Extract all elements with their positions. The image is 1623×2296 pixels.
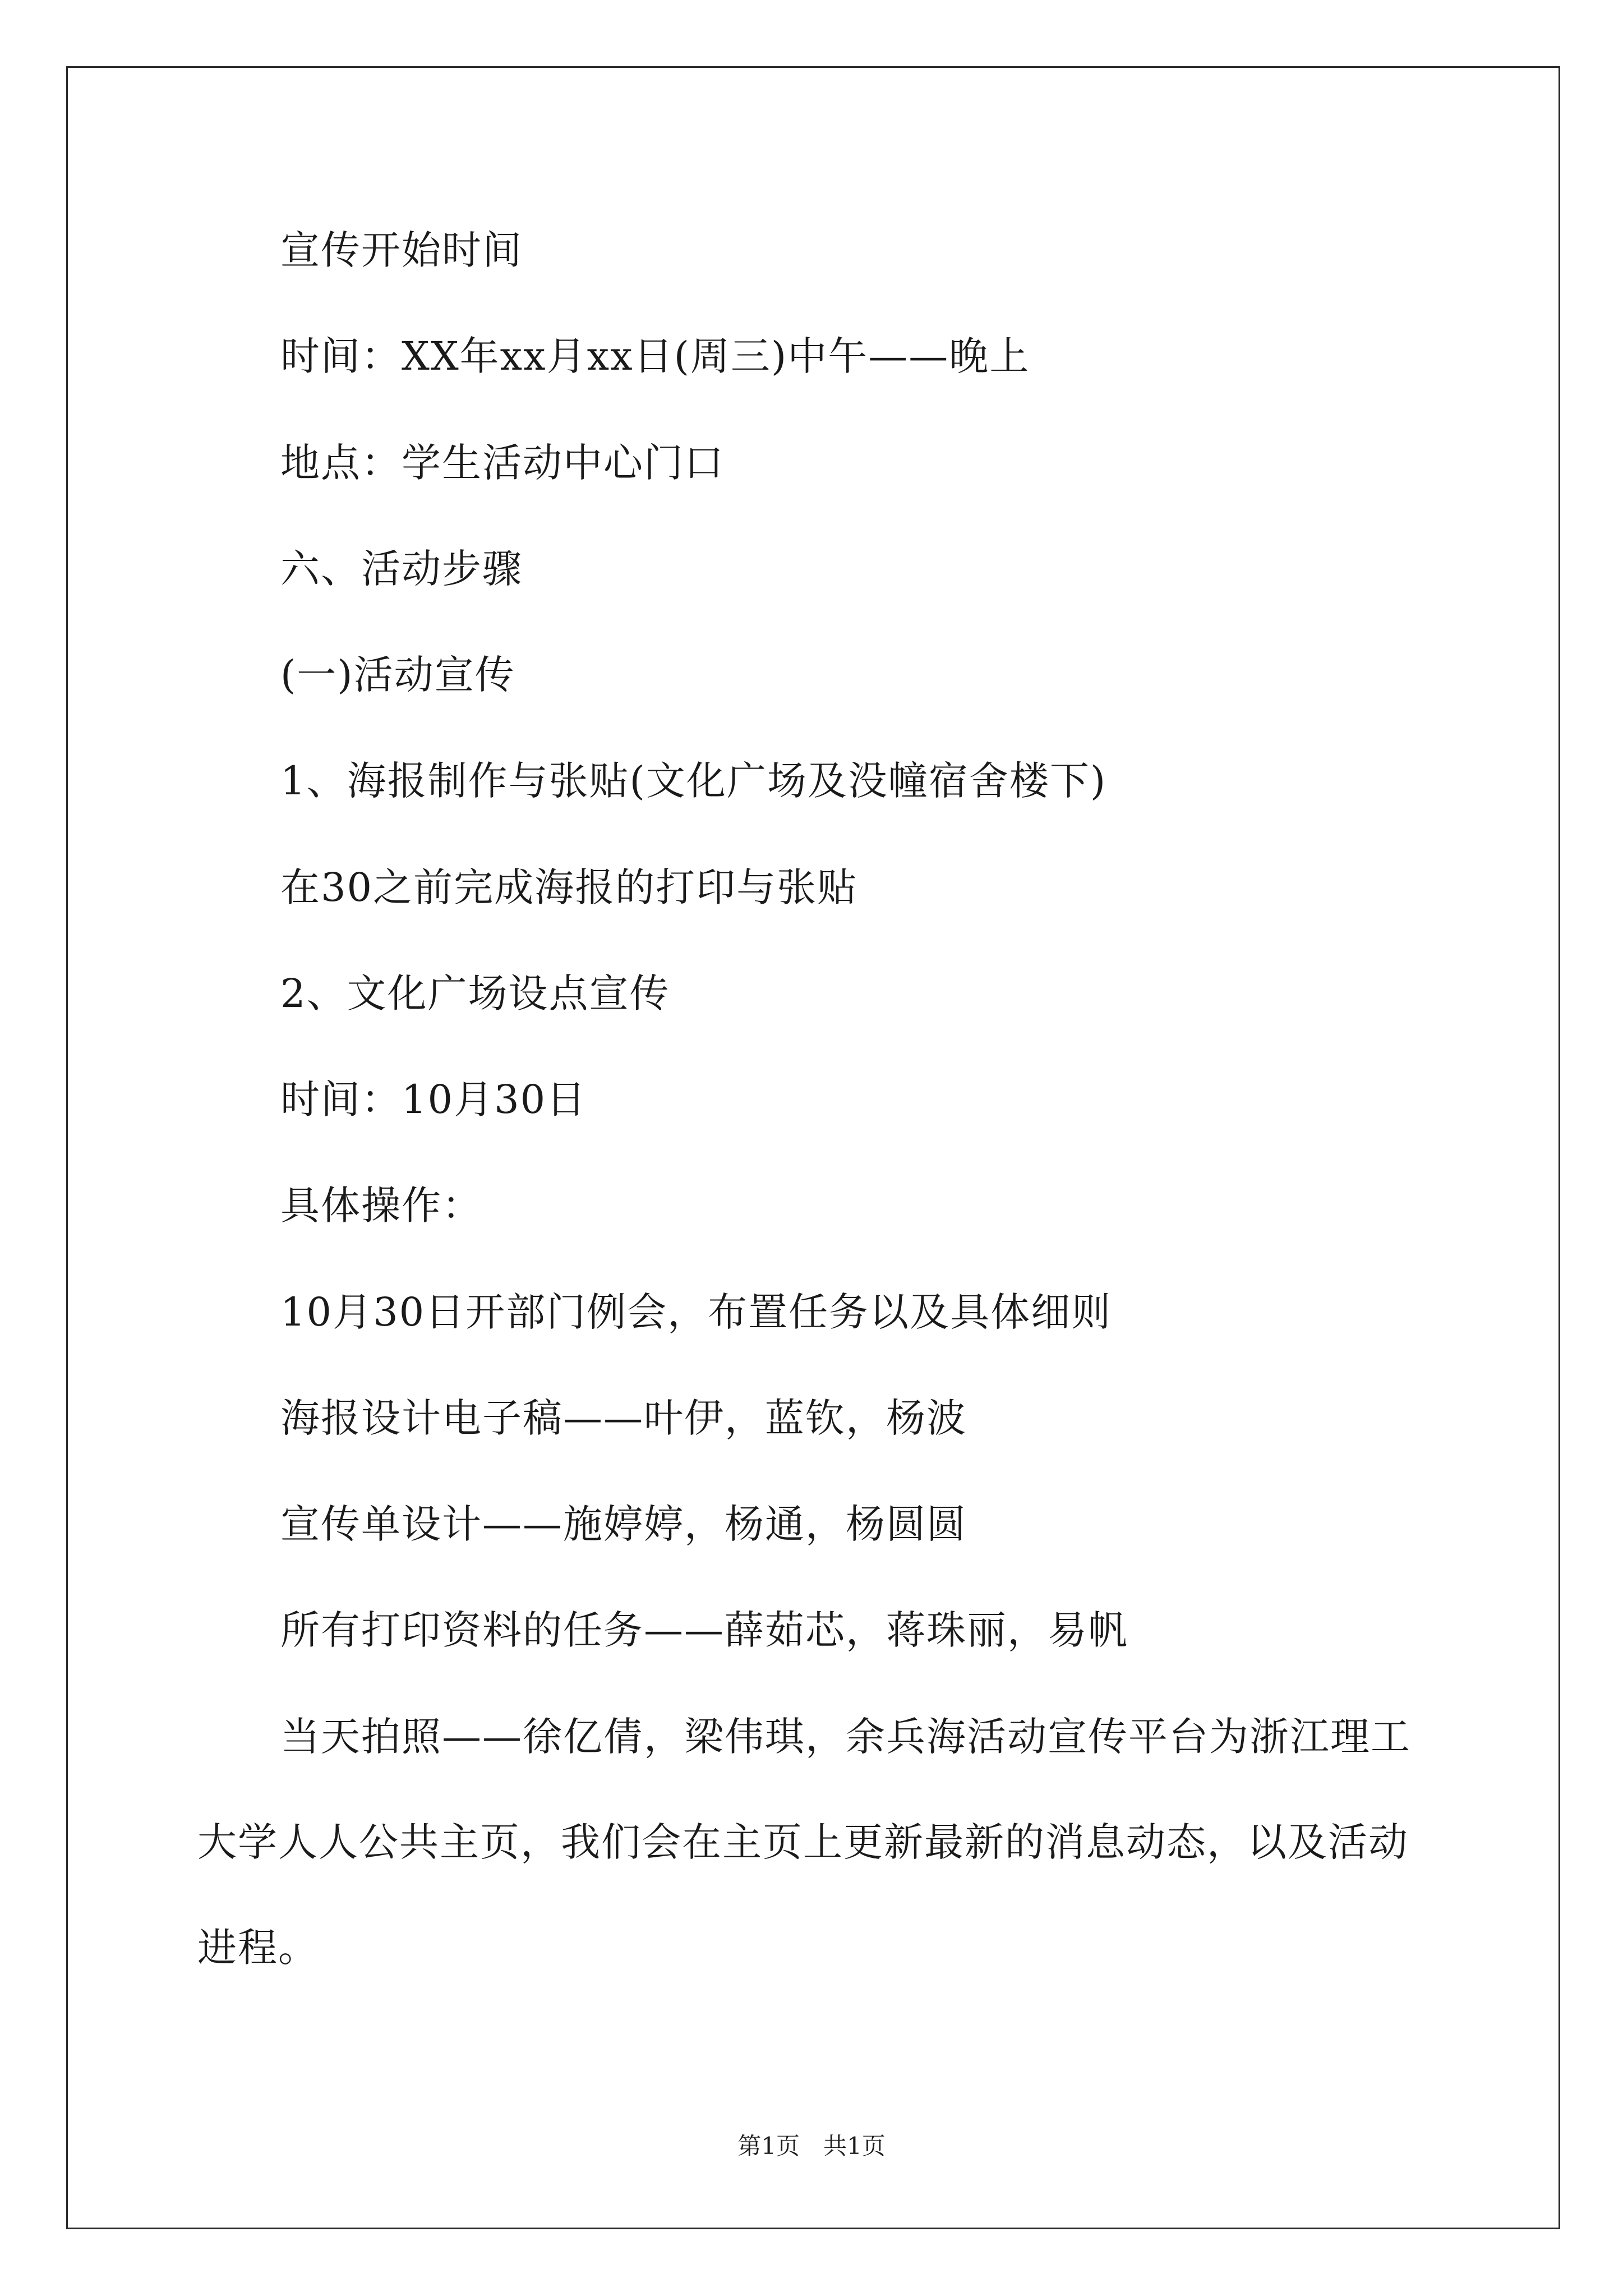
text-line: (一)活动宣传: [280, 652, 515, 698]
text-line: 宣传单设计——施婷婷，杨通，杨圆圆: [280, 1501, 967, 1547]
text-line: 宣传开始时间: [280, 227, 523, 273]
text-line: 时间：10月30日: [280, 1076, 587, 1122]
text-line: 2、文化广场设点宣传: [280, 970, 670, 1016]
text-line: 时间：XX年xx月xx日(周三)中午——晚上: [280, 333, 1030, 379]
text-line: 1、海报制作与张贴(文化广场及没幢宿舍楼下): [280, 758, 1107, 804]
final-paragraph: [197, 1684, 1437, 2000]
text-line: 海报设计电子稿——叶伊，蓝钦，杨波: [280, 1395, 967, 1441]
text-line: 在30之前完成海报的打印与张贴: [280, 864, 858, 910]
text-line: 10月30日开部门例会，布置任务以及具体细则: [280, 1289, 1112, 1335]
text-line: 具体操作：: [280, 1182, 482, 1228]
page-footer: 第1页 共1页: [737, 2132, 886, 2160]
text-line: 六、活动步骤: [280, 546, 523, 592]
text-line: 所有打印资料的任务——薛茹芯，蒋珠丽，易帆: [280, 1607, 1128, 1653]
text-line: 地点：学生活动中心门口: [280, 440, 725, 486]
final-paragraph-text: 当天拍照——徐亿倩，梁伟琪，余兵海活动宣传平台为浙江理工大学人人公共主页，我们会在主页上更新最新的消息动态，以及活动进程。: [197, 1714, 1411, 1971]
